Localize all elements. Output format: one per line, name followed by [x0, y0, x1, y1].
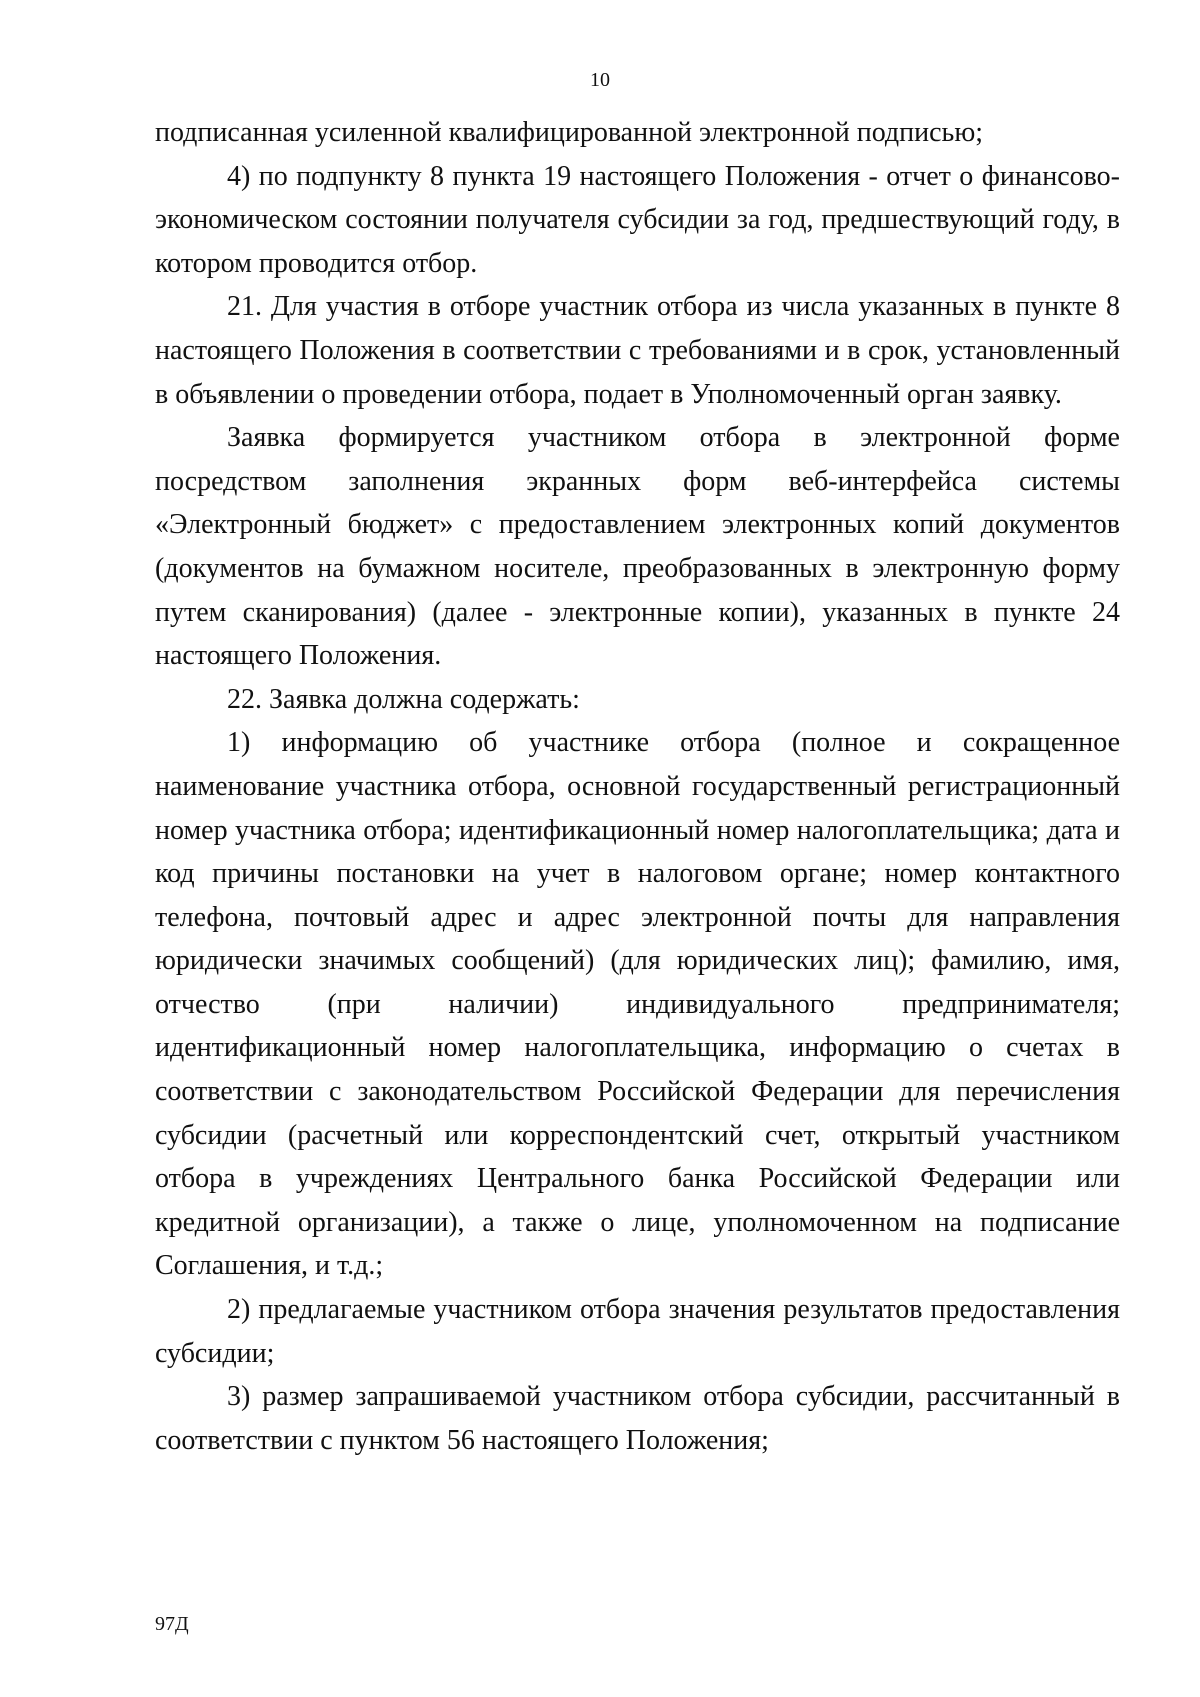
paragraph-subitem-3: 3) размер запрашиваемой участником отбора субсидии, рассчитанный в соответствии с пунктом 56 настоящего Положения;: [155, 1381, 1120, 1456]
page-number: 10: [590, 69, 610, 91]
paragraph-clause-21: 21. Для участия в отборе участник отбора из числа указанных в пункте 8 настоящего Положения в соответствии с требованиями и в срок, установленный в объявлении о проведении отбора, подает в Уполномоченный орган заявку.: [155, 291, 1120, 410]
paragraph-subitem-2: 2) предлагаемые участником отбора значения результатов предоставления субсидии;: [155, 1294, 1120, 1369]
paragraph-subitem-4: 4) по подпункту 8 пункта 19 настоящего Положения - отчет о финансово-экономическом состоянии получателя субсидии за год, предшествующий году, в котором проводится отбор.: [155, 160, 1120, 279]
document-code: 97Д: [155, 1613, 189, 1635]
paragraph-continuation: подписанная усиленной квалифицированной электронной подписью;: [155, 117, 984, 148]
paragraph-clause-22: 22. Заявка должна содержать:: [227, 683, 580, 715]
document-body: [155, 111, 1120, 1462]
paragraph-subitem-1: 1) информацию об участнике отбора (полное и сокращенное наименование участника отбора, основной государственный регистрационный номер участника отбора; идентификационный номер налогоплательщика; дата и код причины постановки на учет в налоговом органе; номер контактного телефона, почтовый адрес и адрес электронной почты для направления юридически значимых сообщений) (для юридических лиц); фамилию, имя, отчество (при наличии) индивидуального предпринимателя; идентификационный номер налогоплательщика, информацию о счетах в соответствии с законодательством Российской Федерации для перечисления субсидии (расчетный или корреспондентский счет, открытый участником отбора в учреждениях Центрального банка Российской Федерации или кредитной организации), а также о лице, уполномоченном на подписание Соглашения, и т.д.;: [155, 727, 1120, 1282]
paragraph-application-form: Заявка формируется участником отбора в электронной форме посредством заполнения экранных форм веб-интерфейса системы «Электронный бюджет» с предоставлением электронных копий документов (документов на бумажном носителе, преобразованных в электронную форму путем сканирования) (далее - электронные копии), указанных в пункте 24 настоящего Положения.: [155, 422, 1120, 672]
